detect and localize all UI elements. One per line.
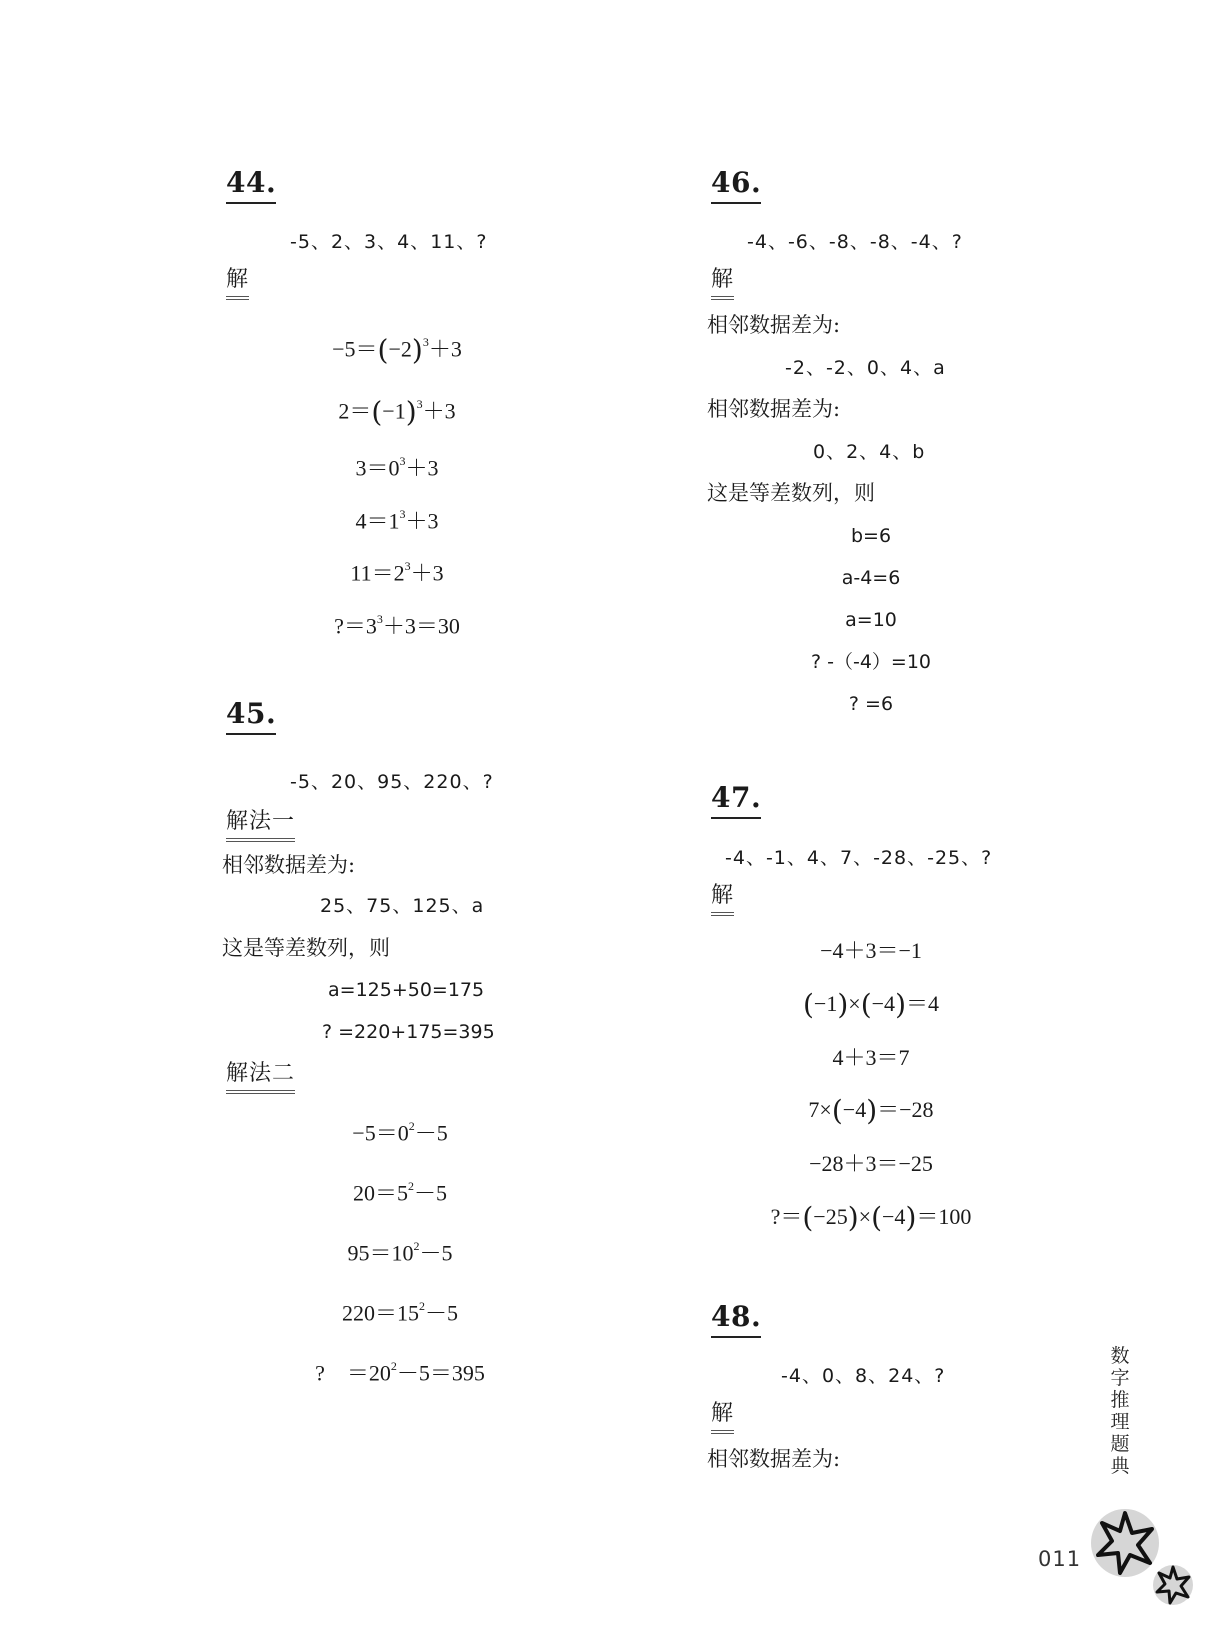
p44-equation-1: $-5=(-2)^3+3$ xyxy=(332,333,462,367)
problem-46-title: 46. xyxy=(711,166,761,204)
problem-45-method1-label: 解法一 xyxy=(226,808,295,842)
p44-equation-3: $3=0^3+3$ xyxy=(355,454,439,481)
problem-47-title: 47. xyxy=(711,781,761,819)
p47-equation-5: −28＋3＝−25 xyxy=(809,1151,933,1176)
problem-48-solution-label: 解 xyxy=(711,1400,734,1434)
p46-step-3: a=10 xyxy=(845,609,897,631)
p44-equation-2: $2=(-1)^3+3$ xyxy=(338,395,456,429)
p48-diff-text: 相邻数据差为: xyxy=(707,1447,841,1471)
p46-diff-text-1: 相邻数据差为: xyxy=(707,313,841,337)
problem-48-sequence: -4、0、8、24、? xyxy=(781,1365,946,1387)
problem-45-title: 45. xyxy=(226,697,276,735)
p45-equation-4: $220=15^2-5$ xyxy=(341,1299,459,1326)
page-number: 011 xyxy=(1038,1547,1082,1571)
p46-step-1: b=6 xyxy=(850,525,892,547)
p44-equation-5: $11=2^3+3$ xyxy=(350,559,444,586)
problem-47-sequence: -4、-1、4、7、-28、-25、? xyxy=(725,847,993,869)
p46-arith-text: 这是等差数列，则 xyxy=(707,481,875,505)
p47-equation-3: 4＋3＝7 xyxy=(832,1045,910,1070)
problem-48-title: 48. xyxy=(711,1300,761,1338)
p45-equation-3: $95=10^2-5$ xyxy=(347,1239,453,1266)
problem-44-title: 44. xyxy=(226,166,276,204)
problem-45-method2-label: 解法二 xyxy=(226,1060,295,1094)
p46-step-4: ? -（-4）=10 xyxy=(810,651,932,673)
p46-diff-text-2: 相邻数据差为: xyxy=(707,397,841,421)
p45-equation-5: ? $=20^2-5=395$ xyxy=(315,1359,485,1386)
problem-45-sequence: -5、20、95、220、? xyxy=(290,771,494,793)
p45-equation-2: $20=5^2-5$ xyxy=(352,1179,448,1206)
p45-arith-text: 这是等差数列，则 xyxy=(222,936,390,960)
problem-44-sequence: -5、2、3、4、11、? xyxy=(290,231,488,253)
p47-equation-4: 7×(−4)＝−28 xyxy=(808,1094,934,1127)
side-book-title: 数字推理题典 xyxy=(1110,1345,1130,1477)
p46-diffs-2: 0、2、4、b xyxy=(813,441,926,463)
p47-equation-1: −4＋3＝−1 xyxy=(820,938,922,963)
p45-diff-text: 相邻数据差为: xyxy=(222,853,356,877)
problem-44-solution-label: 解 xyxy=(226,266,249,300)
problem-46-solution-label: 解 xyxy=(711,266,734,300)
p45-diffs: 25、75、125、a xyxy=(320,895,485,917)
p44-equation-4: $4=1^3+3$ xyxy=(355,507,439,534)
p47-equation-6: ?＝(−25)×(−4)＝100 xyxy=(770,1201,972,1234)
p45-equation-1: $-5=0^2-5$ xyxy=(352,1119,448,1146)
p44-equation-6: $?=3^3+3=30$ xyxy=(334,612,460,639)
p46-diffs-1: -2、-2、0、4、a xyxy=(785,357,946,379)
problem-47-solution-label: 解 xyxy=(711,882,734,916)
problem-46-sequence: -4、-6、-8、-8、-4、? xyxy=(747,231,963,253)
small-star-icon xyxy=(1148,1560,1198,1610)
p45-calc-1: a=125+50=175 xyxy=(328,979,485,1001)
p47-equation-2: (−1)×(−4)＝4 xyxy=(802,988,940,1021)
p46-step-5: ? =6 xyxy=(848,693,894,715)
p46-step-2: a-4=6 xyxy=(841,567,901,589)
p45-calc-2: ? =220+175=395 xyxy=(322,1021,495,1043)
